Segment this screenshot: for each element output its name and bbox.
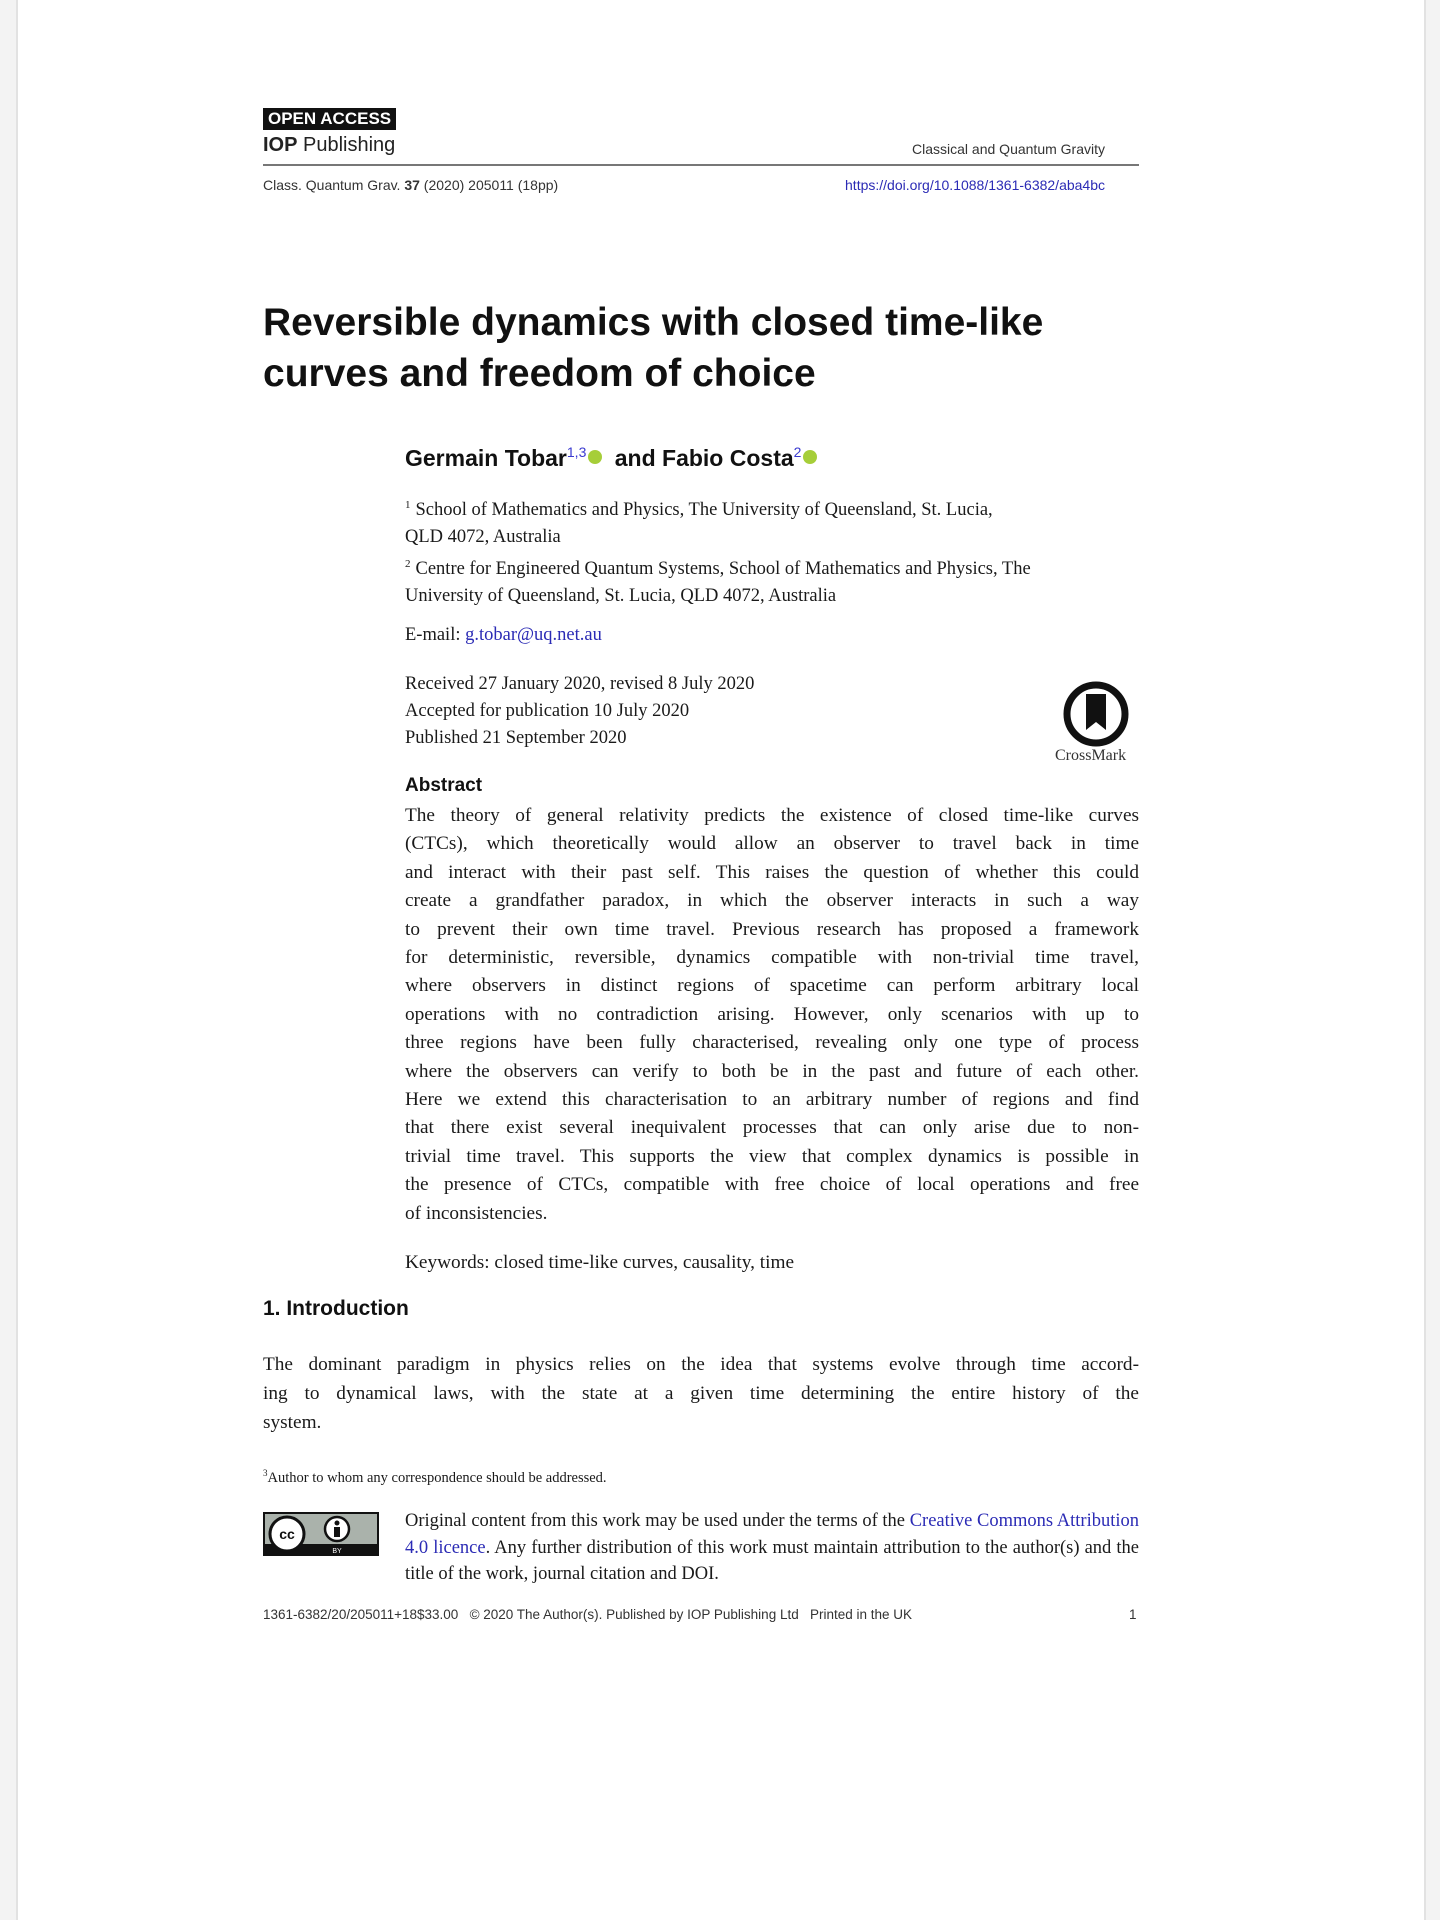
doi-link[interactable]: https://doi.org/10.1088/1361-6382/aba4bc [845,177,1105,193]
text-line: the presence of CTCs, compatible with free choice of local operations and free [405,1174,1139,1196]
dates [405,671,754,752]
affiliations [405,492,1031,610]
received-date: Received 27 January 2020, revised 8 July 2020 [405,674,755,694]
section-heading-introduction: 1. Introduction [263,1297,409,1320]
affiliation-number: 2 [405,558,411,570]
abstract-body [405,802,1139,1228]
footer-info: 1361-6382/20/205011+18$33.00 © 2020 The Author(s). Published by IOP Publishing Ltd Printed in the UK [263,1607,913,1622]
affiliation-text: QLD 4072, Australia [405,527,561,547]
text-line: that there exist several inequivalent processes that can only arise due to non- [405,1117,1139,1139]
text-line: for deterministic, reversible, dynamics compatible with non-trivial time travel, [405,947,1139,969]
email-label: E-mail: [405,625,466,645]
text-line: (CTCs), which theoretically would allow an observer to travel back in time [405,833,1139,855]
affiliation-text: Centre for Engineered Quantum Systems, School of Mathematics and Physics, The [415,559,1031,579]
affiliation-text: School of Mathematics and Physics, The University of Queensland, St. Lucia, [415,500,993,520]
text-line: operations with no contradiction arising. However, only scenarios with up to [405,1003,1139,1025]
cc-by-label: BY [332,1548,342,1555]
citation-volume: 37 [404,177,420,193]
text-line: of inconsistencies. [405,1202,548,1224]
citation-prefix: Class. Quantum Grav. [263,177,405,193]
accepted-date: Accepted for publication 10 July 2020 [405,701,690,721]
orcid-icon[interactable] [803,450,817,464]
affiliation-text: University of Queensland, St. Lucia, QLD 4072, Australia [405,586,837,606]
license-text-part: . Any further distribution of this work must maintain attribution to the author(s) and the title of the work, journal citation and DOI. [405,1537,1139,1584]
license-link[interactable]: Creative Commons Attribution 4.0 licence [405,1511,1139,1558]
text-line: The theory of general relativity predicts the existence of closed time-like curves [405,805,1139,826]
text-line: where the observers can verify to both be in the past and future of each other. [405,1060,1139,1082]
publisher-logo [263,134,395,157]
keywords: Keywords: closed time-like curves, causality, time [405,1252,795,1273]
text-line: three regions have been fully characterised, revealing only one type of process [405,1032,1139,1054]
footnote-text: Author to whom any correspondence should be addressed. [267,1470,607,1486]
published-date: Published 21 September 2020 [405,728,627,748]
text-line: create a grandfather paradox, in which the observer interacts in such a way [405,890,1139,912]
text-line: Here we extend this characterisation to an arbitrary number of regions and find [405,1089,1139,1111]
footnote-number: 3 [263,1468,268,1478]
crossmark-label[interactable]: CrossMark [1055,747,1127,764]
license-text-part: Original content from this work may be used under the terms of the [405,1511,910,1531]
affiliation-ref[interactable]: 1,3 [566,444,587,460]
author-name: and Fabio Costa [608,445,794,471]
text-line: ing to dynamical laws, with the state at a given time determining the entire history of the [263,1383,1139,1404]
publisher-rest: Publishing [297,134,396,156]
text-line: to prevent their own time travel. Previous research has proposed a framework [405,918,1139,940]
affiliation-number: 1 [405,499,411,511]
affiliation [405,551,1031,583]
email-link[interactable]: g.tobar@uq.net.au [465,625,602,645]
authors [405,444,823,472]
text-line: trivial time travel. This supports the view that complex dynamics is possible in [405,1145,1139,1167]
introduction-body [263,1350,1139,1437]
author-name: Germain Tobar [405,445,567,471]
publisher-bold: IOP [263,134,298,156]
title-line: Reversible dynamics with closed time-like [263,301,1044,344]
open-access-badge: OPEN ACCESS [263,108,396,130]
text-line: The dominant paradigm in physics relies on the idea that systems evolve through time accord- [263,1354,1139,1375]
orcid-icon[interactable] [588,450,602,464]
affiliation-ref[interactable]: 2 [793,444,802,460]
title-line: curves and freedom of choice [263,352,816,395]
text-line: system. [263,1412,322,1433]
header-rule [263,164,1139,166]
journal-name: Classical and Quantum Gravity [912,141,1105,157]
text-line: where observers in distinct regions of spacetime can perform arbitrary local [405,975,1139,997]
footnote [263,1468,607,1487]
citation [263,177,558,193]
affiliation [405,492,1031,524]
cc-by-license-icon[interactable] [263,1512,379,1556]
page-number: 1 [1129,1607,1137,1622]
svg-text:cc: cc [279,1526,295,1542]
paper-page [16,0,1426,1920]
text-line: and interact with their past self. This raises the question of whether this could [405,861,1139,883]
paper-title [263,297,1043,399]
crossmark-icon[interactable] [1062,680,1130,748]
citation-suffix: (2020) 205011 (18pp) [419,177,559,193]
email [405,622,602,649]
license-text [405,1508,1139,1588]
abstract-heading: Abstract [405,775,483,796]
